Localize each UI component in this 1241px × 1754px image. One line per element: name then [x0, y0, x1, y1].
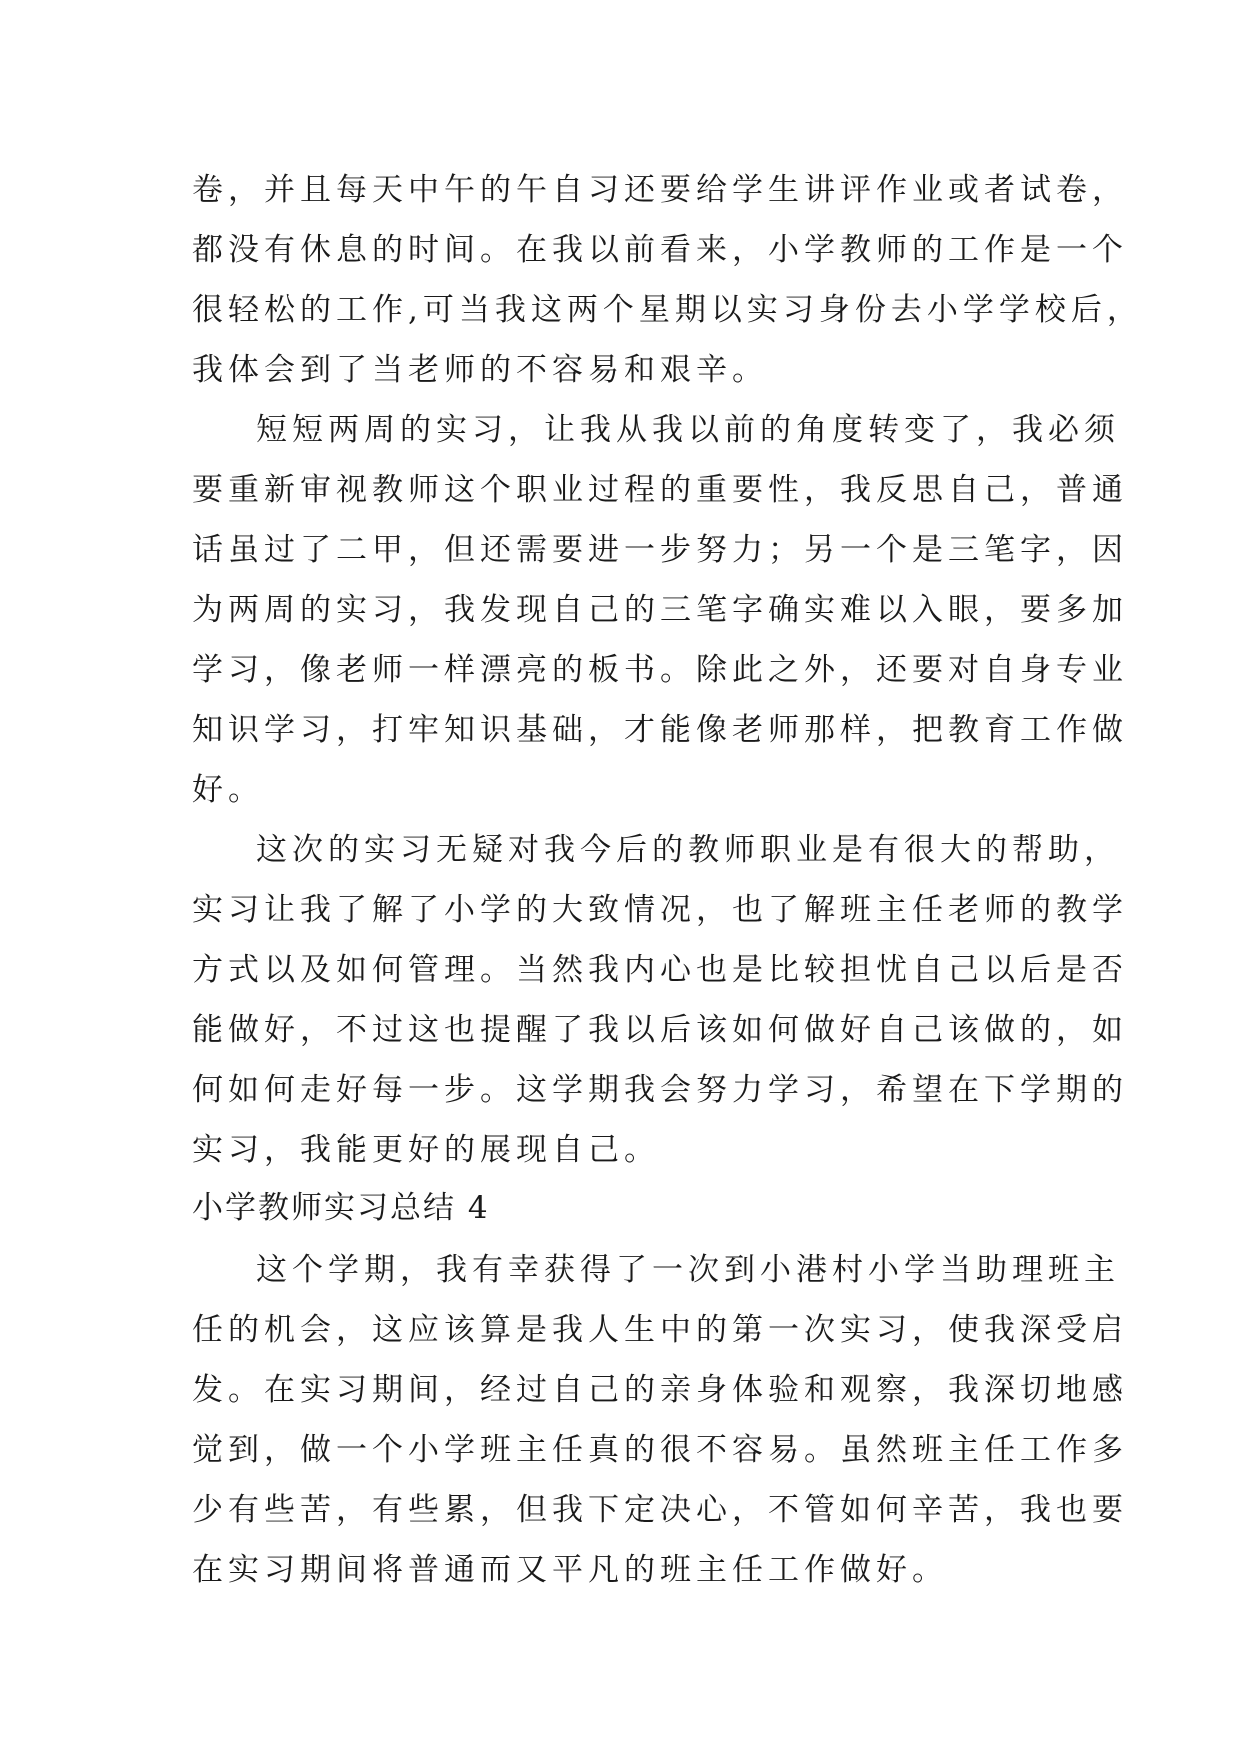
text-line: 话虽过了二甲，但还需要进一步努力；另一个是三笔字，因 [192, 532, 1128, 568]
text-line: 少有些苦，有些累，但我下定决心，不管如何辛苦，我也要 [192, 1492, 1128, 1528]
text-line: 实习，我能更好的展现自己。 [192, 1132, 660, 1168]
text-line: 很轻松的工作,可当我这两个星期以实习身份去小学学校后， [192, 292, 1143, 328]
text-line: 发。在实习期间，经过自己的亲身体验和观察，我深切地感 [192, 1372, 1128, 1408]
text-line: 能做好，不过这也提醒了我以后该如何做好自己该做的，如 [192, 1012, 1128, 1048]
text-line: 知识学习，打牢知识基础，才能像老师那样，把教育工作做 [192, 712, 1128, 748]
text-line: 我体会到了当老师的不容易和艰辛。 [192, 352, 768, 388]
text-line: 在实习期间将普通而又平凡的班主任工作做好。 [192, 1552, 948, 1588]
text-line: 方式以及如何管理。当然我内心也是比较担忧自己以后是否 [192, 952, 1128, 988]
text-line: 觉到，做一个小学班主任真的很不容易。虽然班主任工作多 [192, 1432, 1128, 1468]
text-line: 都没有休息的时间。在我以前看来，小学教师的工作是一个 [192, 232, 1128, 268]
text-line: 卷，并且每天中午的午自习还要给学生讲评作业或者试卷， [192, 172, 1128, 208]
text-line: 实习让我了解了小学的大致情况，也了解班主任老师的教学 [192, 892, 1128, 928]
text-line: 学习，像老师一样漂亮的板书。除此之外，还要对自身专业 [192, 652, 1128, 688]
text-line: 何如何走好每一步。这学期我会努力学习，希望在下学期的 [192, 1072, 1128, 1108]
text-line: 这个学期，我有幸获得了一次到小港村小学当助理班主 [256, 1252, 1120, 1288]
text-line: 好。 [192, 772, 264, 808]
text-line: 这次的实习无疑对我今后的教师职业是有很大的帮助， [256, 832, 1120, 868]
text-line: 短短两周的实习，让我从我以前的角度转变了，我必须 [256, 412, 1120, 448]
text-line: 任的机会，这应该算是我人生中的第一次实习，使我深受启 [192, 1312, 1128, 1348]
text-line: 为两周的实习，我发现自己的三笔字确实难以入眼，要多加 [192, 592, 1128, 628]
section-heading: 小学教师实习总结 4 [192, 1190, 490, 1226]
text-line: 要重新审视教师这个职业过程的重要性，我反思自己，普通 [192, 472, 1128, 508]
